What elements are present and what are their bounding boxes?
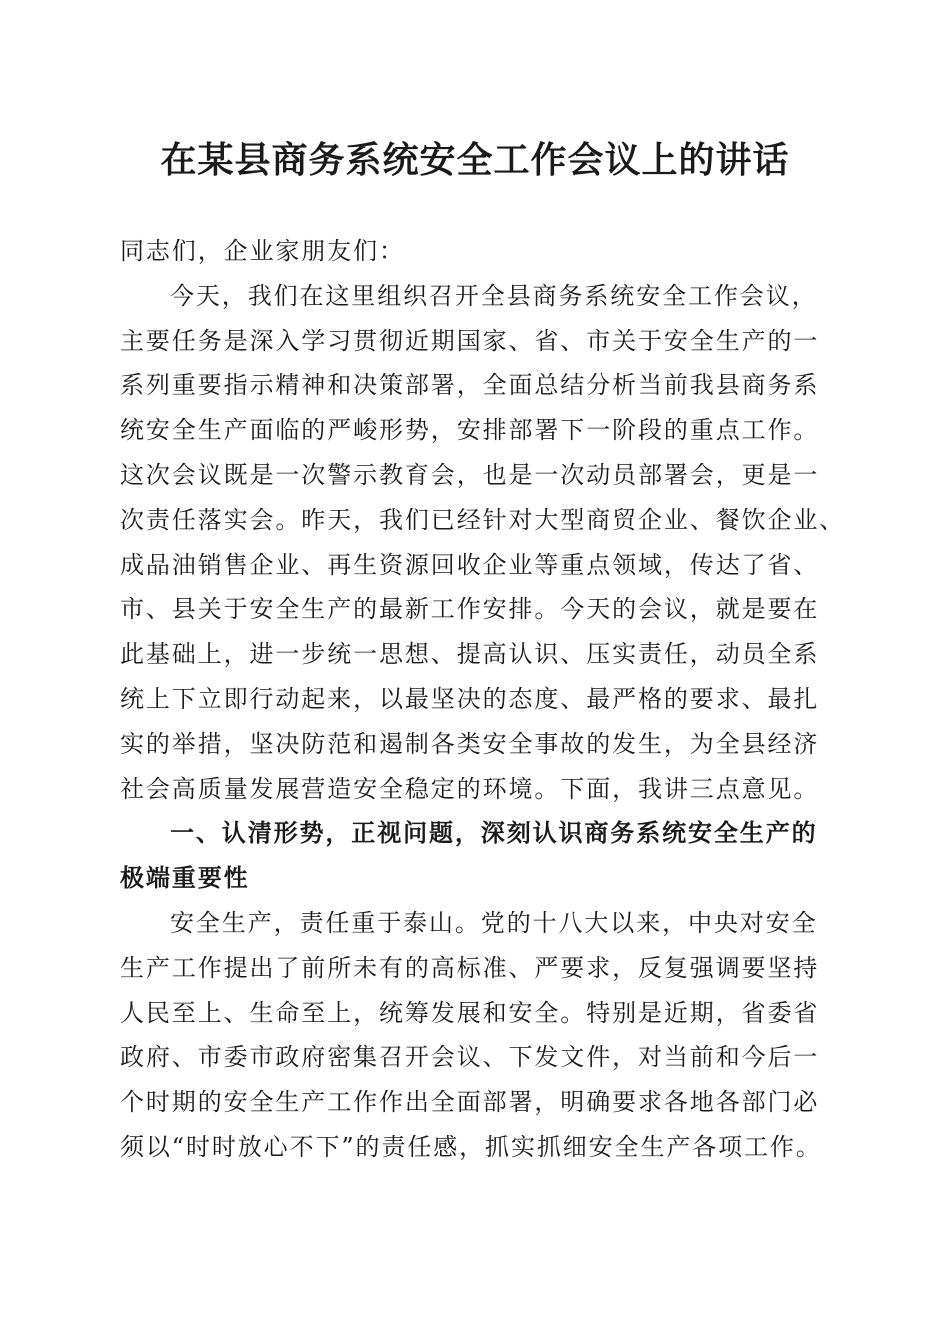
paragraph-line: 主要任务是深入学习贯彻近期国家、省、市关于安全生产的一 [120,326,820,355]
paragraph-line: 这次会议既是一次警示教育会，也是一次动员部署会，更是一 [120,460,820,489]
paragraph-line: 系列重要指示精神和决策部署，全面总结分析当前我县商务系 [120,371,820,400]
section-heading-line: 一、认清形势，正视问题，深刻认识商务系统安全生产的 [170,818,818,848]
paragraph-line: 须以“时时放心不下”的责任感，抓实抓细安全生产各项工作。 [120,1132,822,1161]
paragraph-line: 成品油销售企业、再生资源回收企业等重点领域，传达了省、 [120,550,820,579]
paragraph-line: 生产工作提出了前所未有的高标准、严要求，反复强调要坚持 [120,953,820,982]
paragraph-line: 同志们，企业家朋友们： [120,237,405,265]
paragraph-line: 统上下立即行动起来，以最坚决的态度、最严格的要求、最扎 [120,684,820,713]
section-heading-line: 极端重要性 [120,863,250,893]
paragraph-line: 社会高质量发展营造安全稳定的环境。下面，我讲三点意见。 [120,774,820,803]
paragraph-line: 今天，我们在这里组织召开全县商务系统安全工作会议， [170,281,818,310]
paragraph-line: 安全生产，责任重于泰山。党的十八大以来，中央对安全 [170,908,818,937]
paragraph-line: 此基础上，进一步统一思想、提高认识、压实责任，动员全系 [120,640,820,669]
paragraph-line: 人民至上、生命至上，统筹发展和安全。特别是近期，省委省 [120,998,820,1027]
paragraph-line: 政府、市委市政府密集召开会议、下发文件，对当前和今后一 [120,1043,820,1072]
paragraph-line: 市、县关于安全生产的最新工作安排。今天的会议，就是要在 [120,595,820,624]
paragraph-line: 实的举措，坚决防范和遏制各类安全事故的发生，为全县经济 [120,729,820,758]
document-body [120,229,845,1170]
document-title: 在某县商务系统安全工作会议上的讲话 [160,139,790,181]
paragraph-line: 个时期的安全生产工作作出全面部署，明确要求各地各部门必 [120,1088,820,1117]
paragraph-line: 次责任落实会。昨天，我们已经针对大型商贸企业、餐饮企业、 [120,505,846,534]
paragraph-line: 统安全生产面临的严峻形势，安排部署下一阶段的重点工作。 [120,416,820,445]
